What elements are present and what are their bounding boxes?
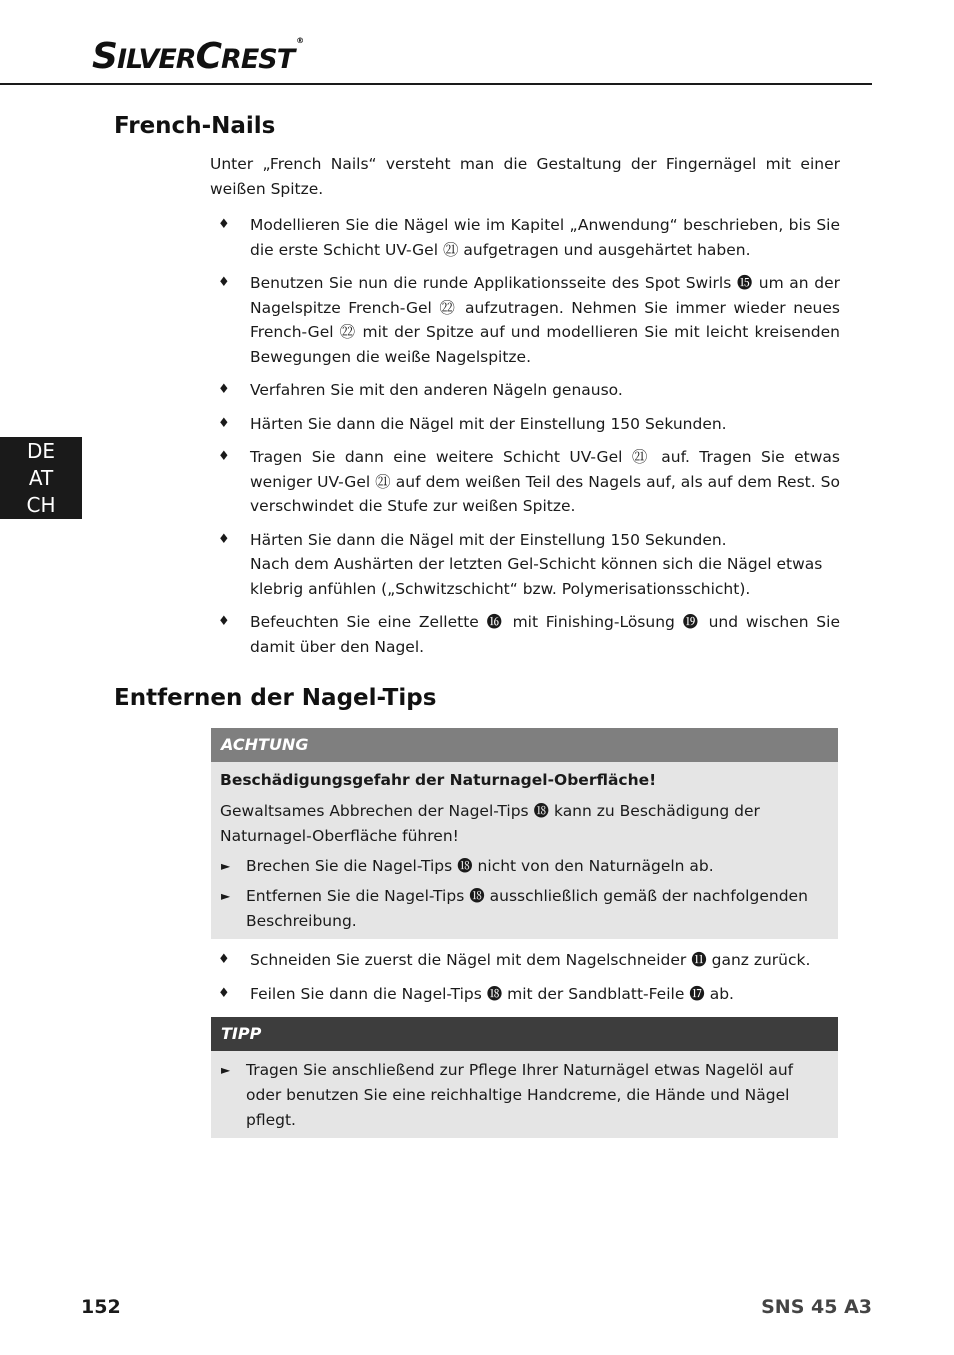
lang-de: DE [26,439,56,463]
lang-at: AT [28,466,54,490]
diamond-bullet-icon: ♦ [218,531,230,547]
arrow-bullet-icon: ► [221,889,231,903]
page-number: 152 [81,1296,121,1318]
list-item: ♦ Härten Sie dann die Nägel mit der Einstellung 150 Sekunden. [210,412,840,437]
tip-item: ► Tragen Sie anschließend zur Pflege Ihrer Naturnägel etwas Nagelöl auf oder benutzen Sie eine reichhaltige Handcreme, die Hände und Nägel pflegt. [220,1058,828,1133]
diamond-bullet-icon: ♦ [218,952,230,967]
diamond-bullet-icon: ♦ [218,985,230,1001]
diamond-bullet-icon: ♦ [218,415,230,431]
brand-logo: SILVERCREST® [92,36,304,77]
french-nails-steps [210,213,840,668]
language-tab [0,437,82,519]
list-item: ♦ Schneiden Sie zuerst die Nägel mit dem Nagelschneider ⓫ ganz zurück. [210,948,840,973]
list-item: ♦ Modellieren Sie die Nägel wie im Kapitel „Anwendung“ beschrieben, bis Sie die erste Schicht UV-Gel ㉑ aufgetragen und ausgehärtet haben. [210,213,840,262]
section-title-remove-tips: Entfernen der Nagel-Tips [114,685,437,711]
section-title-french-nails: French-Nails [114,113,276,139]
arrow-bullet-icon: ► [221,859,231,873]
lang-ch: CH [26,493,56,517]
tip-label: TIPP [211,1017,838,1051]
diamond-bullet-icon: ♦ [218,449,230,464]
warning-label: ACHTUNG [211,728,838,762]
warning-text: Gewaltsames Abbrechen der Nagel-Tips ⓲ kann zu Beschädigung der Naturnagel-Oberfläche führen! [220,802,760,845]
warning-item: ► Entfernen Sie die Nagel-Tips ⓲ ausschließlich gemäß der nachfolgenden Beschreibung. [220,884,828,934]
model-number: SNS 45 A3 [761,1296,872,1318]
diamond-bullet-icon: ♦ [218,275,230,290]
list-item: ♦ Feilen Sie dann die Nagel-Tips ⓲ mit der Sandblatt-Feile ⓱ ab. [210,982,840,1007]
removal-steps [210,948,840,1015]
arrow-bullet-icon: ► [221,1063,231,1077]
diamond-bullet-icon: ♦ [218,382,230,397]
diamond-bullet-icon: ♦ [218,217,230,232]
warning-item: ► Brechen Sie die Nagel-Tips ⓲ nicht von den Naturnägeln ab. [220,854,828,879]
list-item: ♦ Verfahren Sie mit den anderen Nägeln genauso. [210,378,840,403]
list-item: ♦ Härten Sie dann die Nägel mit der Einstellung 150 Sekunden. Nach dem Aushärten der letzten Gel-Schicht können sich die Nägel etwas klebrig anfühlen („Schwitzschicht“ bzw. Polymerisationsschicht). [210,528,840,602]
list-item: ♦ Tragen Sie dann eine weitere Schicht UV-Gel ㉑ auf. Tragen Sie etwas weniger UV-Gel ㉑ auf dem weißen Teil des Nagels auf, als auf dem Rest. So verschwindet die Stufe zur weißen Spitze. [210,445,840,519]
header-divider [0,83,872,85]
warning-heading: Beschädigungsgefahr der Naturnagel-Oberfläche! [220,771,657,789]
list-item: ♦ Benutzen Sie nun die runde Applikationsseite des Spot Swirls ⓯ um an der Nagelspitze French-Gel ㉒ aufzutragen. Nehmen Sie immer wieder neues French-Gel ㉒ mit der Spitze auf und modellieren Sie mit leicht kreisenden Bewegungen die weiße Nagelspitze. [210,271,840,369]
diamond-bullet-icon: ♦ [218,614,230,629]
list-item: ♦ Befeuchten Sie eine Zellette ⓰ mit Finishing-Lösung ⓳ und wischen Sie damit über den Nagel. [210,610,840,659]
intro-paragraph: Unter „French Nails“ versteht man die Gestaltung der Fingernägel mit einer weißen Spitze. [210,155,840,198]
curing-note: Nach dem Aushärten der letzten Gel-Schicht können sich die Nägel etwas klebrig anfühlen („Schwitzschicht“ bzw. Polymerisationsschicht). [250,555,823,598]
tip-box [211,1017,838,1138]
warning-box [211,728,838,939]
